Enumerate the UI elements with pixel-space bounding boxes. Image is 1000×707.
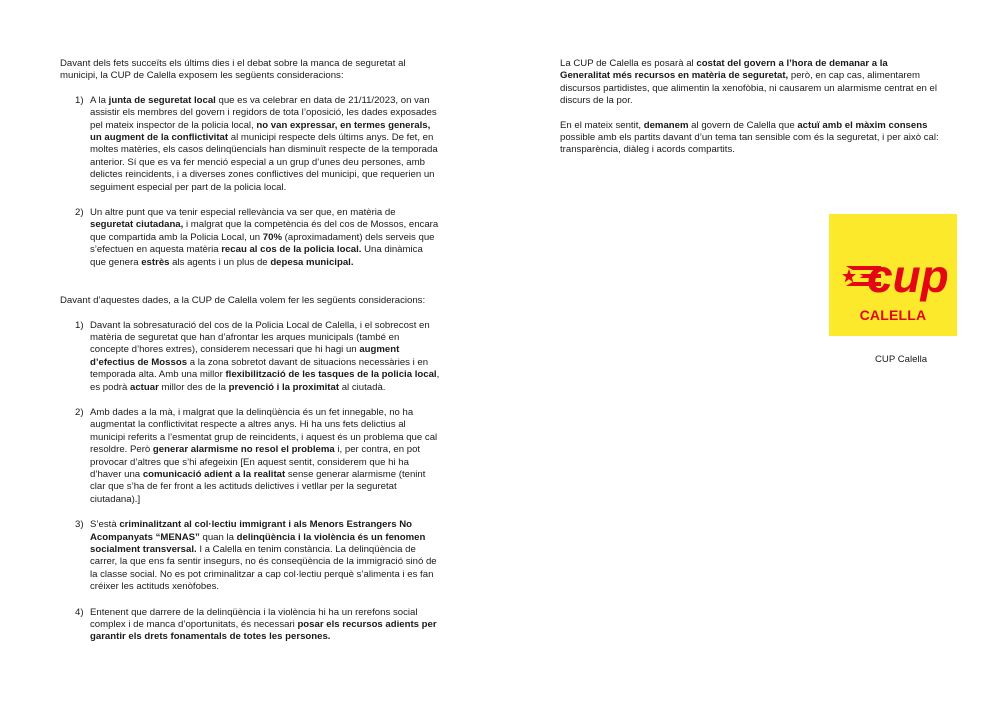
text-run: S’està [90,519,120,531]
bold-text-run: comunicació adient a la realitat [142,468,286,480]
consideration-text-3 [90,519,437,592]
bold-text-run: demanem [643,119,689,131]
list-number: 1) [75,94,84,106]
text-run: (aproximadament) dels serveis que s’efectuen en aquesta matèria [90,231,435,256]
right-paragraph-2 [560,120,940,157]
list-number: 2) [75,406,84,418]
bold-text-run: 70% [262,231,282,243]
consideration-item-3 [60,519,440,593]
text-run: I a Calella en tenim constància. La delinqüència de carrer, la que ens fa sentir insegurs, no és conseqüència de la immigració sinó de la classe social. No es pot criminalitzar a cap col·lectiu perquè s’alimenta i es fan créixer les actituds xenòfobes. [90,544,437,593]
bold-text-run: recau al cos de la policia local. [221,244,362,256]
findings-list [60,95,440,269]
bold-text-run: flexibilització de les tasques de la policia local [225,369,437,381]
text-run: al ciutadà. [339,381,386,393]
bold-text-run: no van expressar, en termes generals, un augment de la conflictivitat [90,119,431,144]
cup-calella-logo [829,214,957,336]
list-number: 1) [75,319,84,331]
bold-text-run: generar alarmisme no resol el problema [152,444,335,456]
text-run: A la [90,94,109,106]
text-run: a la zona sobretot davant de situacions necessàries i en temporada alta. Amb una millor [90,356,429,381]
text-run: Una dinàmica que genera [90,244,423,268]
text-run: millor des de la [158,381,229,393]
text-run: En el mateix sentit, [560,119,644,131]
consideration-item-4 [60,607,440,644]
list-number: 4) [75,606,84,618]
bold-text-run: posar els recursos adients per garantir els drets fonamentals de totes les persones. [90,619,437,643]
text-run: Amb dades a la mà, i malgrat que la delinqüència és un fet innegable, no ha augmentat la conflictivitat respecte a altres anys. Hi ha uns fets delictius al municipi referits a l’esmentat grup de reincidents, i aquest és un problema que cal resoldre. Però [90,406,438,456]
cup-wordmark: cup [867,250,949,302]
bold-text-run: actuar [130,381,159,393]
intro-paragraph-1: Davant dels fets succeïts els últims dies i el debat sobre la manca de seguretat al municipi, la CUP de Calella exposem les següents consideracions: [60,58,406,82]
text-run: La CUP de Calella es posarà al [560,58,697,69]
bold-text-run: criminalitzant al col·lectiu immigrant i als Menors Estrangers No Acompanyats “MENAS” [90,519,413,543]
considerations-list [60,320,440,644]
finding-item-2 [60,207,440,269]
list-number: 3) [75,519,84,531]
list-number: 2) [75,207,84,219]
right-paragraph-1 [560,58,940,108]
text-run: Un altre punt que va tenir especial rellevància va ser que, en matèria de [90,207,396,219]
consideration-text-2 [90,407,437,505]
finding-item-1 [60,95,440,194]
text-run: Entenent que darrere de la delinqüència i la violència hi ha un rerefons social complex i de manca d’oportunitats, és necessari [90,606,418,631]
text-run: , es podrà [90,369,440,393]
text-run: sense generar alarmisme (tenint clar que s’ha de fer front a les actituds delictives i vetllar per la seguretat ciutadana).] [90,468,426,505]
bold-text-run: seguretat ciutadana, [90,219,184,231]
consideration-item-1 [60,320,440,394]
text-run: possible amb els partits davant d’un tema tan sensible com és la seguretat, i per això cal: transparència, diàleg i acords compartits. [560,132,939,156]
consideration-text-1 [90,320,439,393]
text-run: i, per contra, en pot provocar d’altres que s’hi afegeixin [En aquest sentit, considerem que hi ha d’haver una [90,444,421,480]
text-run: Davant la sobresaturació del cos de la Policia Local de Calella, i el sobrecost en matèria de seguretat que han d’afrontar les arques municipals (també en concepte d’hores extres), considerem necessari que hi hagi un [90,319,430,356]
text-run: al govern de Calella que [688,119,798,131]
consideration-item-2 [60,407,440,506]
signature: CUP Calella [875,354,928,365]
text-run: però, en cap cas, alimentarem discursos partidistes, que alimentin la xenofòbia, ni causarem un alarmisme centrat en el discurs de la por. [560,70,938,107]
text-run: als agents i un plus de [169,256,271,268]
bold-text-run: delinqüència i la violència és un fenomen socialment transversal. [90,531,426,555]
bold-text-run: prevenció i la proximitat [228,381,340,393]
bold-text-run: estrès [141,256,170,268]
consideration-text-4 [90,607,437,643]
right-column [560,58,940,157]
left-column [60,58,440,657]
text-run: que es va celebrar en data de 21/11/2023, on van assistir els membres del govern i regidors de tota l’oposició, les dades exposades pel mateix inspector de la policia local, [90,94,437,131]
intro-paragraph-2: Davant d’aquestes dades, a la CUP de Calella volem fer les següents consideracions: [60,295,426,307]
text-run: al municipi respecte dels últims anys. De fet, en moltes matèries, els casos delinqüencials han disminuït respecte de la temporada anterior. Sí que es va fer menció especial a un grup d’unes deu persones, amb delictes reincidents, i a diverses zones conflictives del municipi, que requerien un seguiment especial per part de la policia local. [90,132,438,193]
bold-text-run: junta de seguretat local [108,94,216,106]
bold-text-run: costat del govern a l’hora de demanar a la Generalitat més recursos en matèria de seguretat, [560,58,888,82]
bold-text-run: actuï amb el màxim consens [797,119,928,131]
logo-place-label: CALELLA [859,307,927,323]
text-run: i malgrat que la competència és del cos de Mossos, encara que compartida amb la Policia Local, un [90,219,439,243]
bold-text-run: augment d’efectius de Mossos [90,344,400,368]
bold-text-run: depesa municipal. [270,256,354,268]
text-run: quan la [199,531,237,543]
finding-text-1 [90,95,438,193]
finding-text-2 [90,207,438,268]
